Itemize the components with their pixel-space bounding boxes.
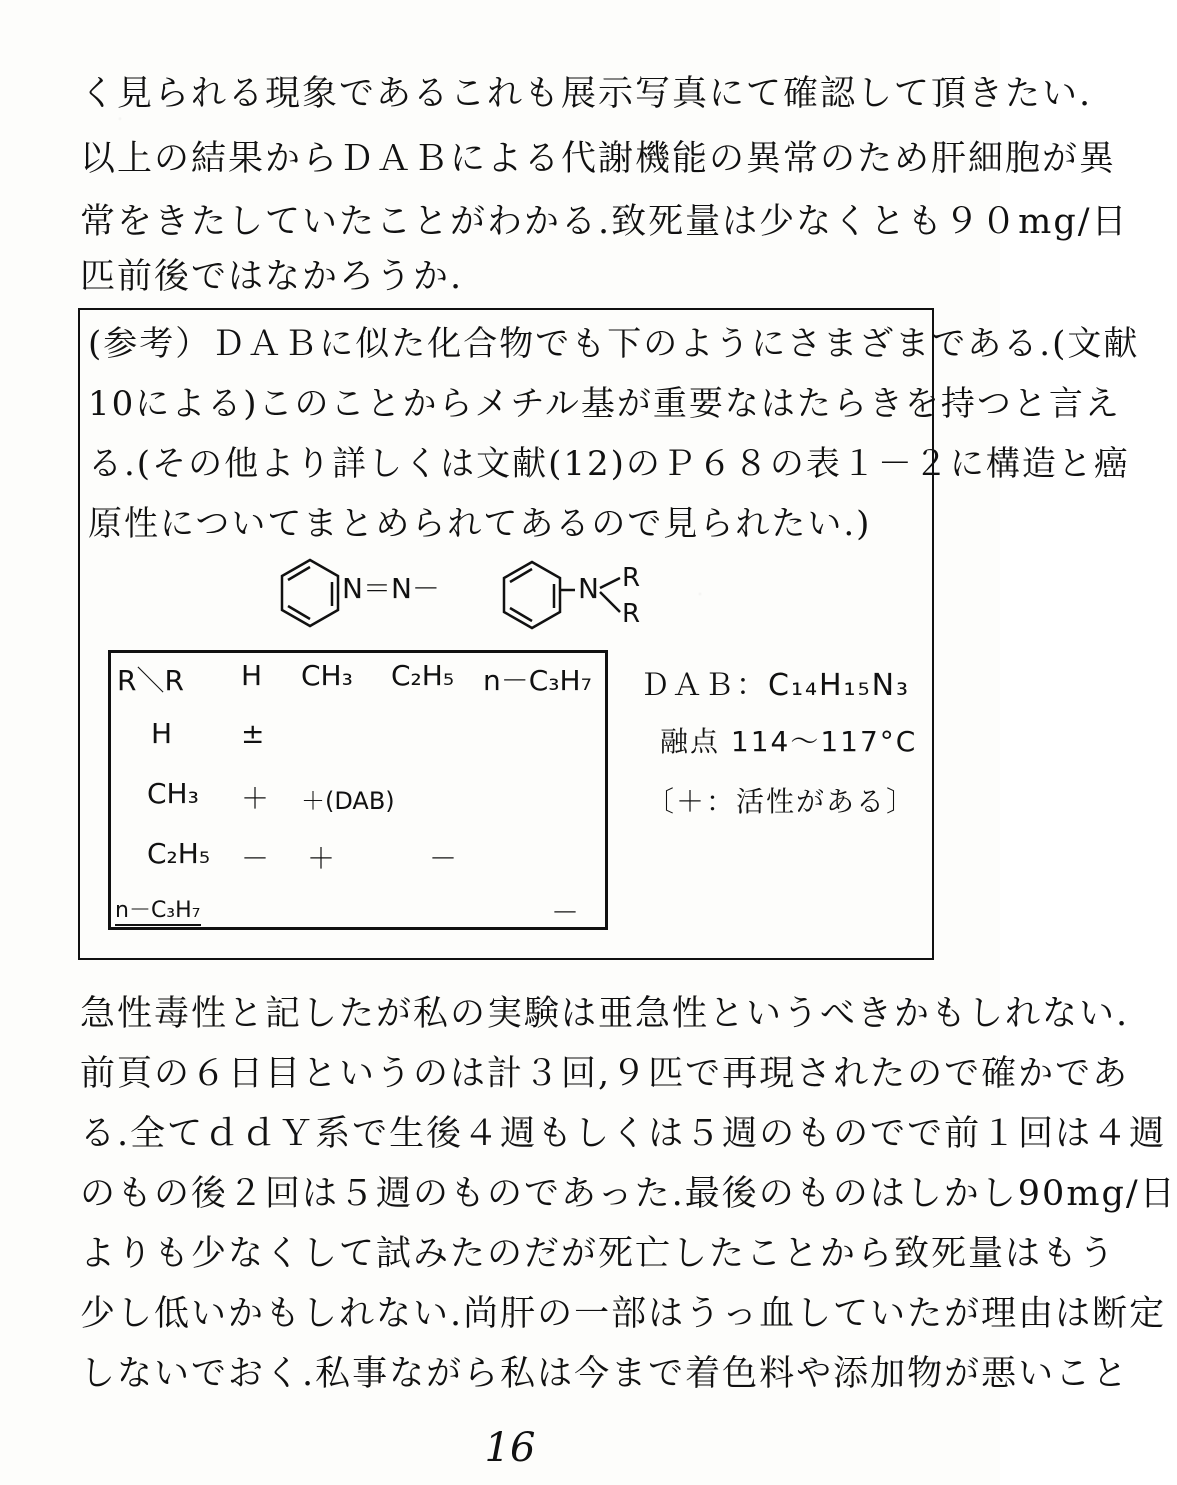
column-header-ch3: CH₃ bbox=[301, 659, 353, 692]
bottom-line-4: のもの後２回は５週のものであった.最後のものはしかし90mg/日 bbox=[80, 1174, 1177, 1214]
reference-line-2: 10による)このことからメチル基が重要なはたらきを持つと言え bbox=[88, 384, 1121, 424]
top-line-3: 常をきたしていたことがわかる.致死量は少なくとも９０mg/日 bbox=[80, 202, 1129, 242]
azo-linkage-text: N＝N－ bbox=[342, 572, 440, 605]
row-label-n-c3h7: n－C₃H₇ bbox=[115, 893, 201, 926]
column-header-n-c3h7: n－C₃H₇ bbox=[483, 664, 592, 697]
bond-to-r2 bbox=[600, 592, 620, 612]
chemical-structure-diagram bbox=[270, 550, 710, 650]
benzene-ring-left bbox=[282, 560, 338, 626]
page-number: 16 bbox=[484, 1425, 536, 1471]
table-corner-label: R＼R bbox=[117, 664, 184, 697]
table-cell-ch3-h: ＋ bbox=[241, 782, 270, 815]
bond-to-r1 bbox=[600, 578, 620, 588]
row-label-ch3: CH₃ bbox=[147, 777, 199, 810]
substituent-r1-text: R bbox=[622, 563, 641, 593]
top-line-4: 匹前後ではなかろうか. bbox=[80, 257, 464, 297]
amine-nitrogen-text: N bbox=[578, 572, 599, 605]
benzene-ring-right bbox=[504, 562, 560, 628]
activity-legend: 〔＋：活性がある〕 bbox=[646, 785, 917, 818]
table-cell-ch3-ch3: ＋(DAB) bbox=[301, 787, 395, 815]
table-cell-n-c3h7-n-c3h7: － bbox=[551, 896, 580, 929]
melting-point: 融点 114～117°C bbox=[660, 725, 918, 758]
substituent-r2-text: R bbox=[622, 599, 641, 629]
column-header-c2h5: C₂H₅ bbox=[391, 659, 455, 692]
table-cell-c2h5-ch3: ＋ bbox=[307, 842, 336, 875]
row-label-c2h5: C₂H₅ bbox=[147, 837, 211, 870]
top-line-1: く見られる現象であるこれも展示写真にて確認して頂きたい. bbox=[80, 74, 1093, 114]
bottom-line-5: よりも少なくして試みたのだが死亡したことから致死量はもう bbox=[80, 1234, 1117, 1274]
bottom-line-7: しないでおく.私事ながら私は今まで着色料や添加物が悪いこと bbox=[80, 1354, 1130, 1394]
activity-table bbox=[108, 650, 608, 930]
bottom-line-6: 少し低いかもしれない.尚肝の一部はうっ血していたが理由は断定 bbox=[80, 1294, 1167, 1334]
reference-line-1: (参考）ＤＡＢに似た化合物でも下のようにさまざまである.(文献 bbox=[88, 324, 1140, 364]
table-cell-c2h5-c2h5: － bbox=[429, 842, 458, 875]
bottom-line-1: 急性毒性と記したが私の実験は亜急性というべきかもしれない. bbox=[80, 994, 1130, 1034]
row-label-h: H bbox=[151, 717, 173, 750]
bottom-line-3: る.全てｄｄＹ系で生後４週もしくは５週のものでで前１回は４週 bbox=[80, 1114, 1167, 1154]
table-cell-c2h5-h: － bbox=[241, 842, 270, 875]
reference-line-4: 原性についてまとめられてあるので見られたい.) bbox=[88, 504, 872, 544]
reference-box bbox=[78, 308, 1140, 960]
top-line-2: 以上の結果からＤＡＢによる代謝機能の異常のため肝細胞が異 bbox=[80, 139, 1117, 179]
column-header-h: H bbox=[241, 659, 263, 692]
reference-line-3: る.(その他より詳しくは文献(12)のＰ６８の表１－２に構造と癌 bbox=[88, 444, 1130, 484]
dab-formula: ＤＡＢ：C₁₄H₁₅N₃ bbox=[640, 668, 911, 703]
table-cell-h-h: ± bbox=[241, 717, 265, 750]
bottom-line-2: 前頁の６日目というのは計３回,９匹で再現されたので確かであ bbox=[80, 1054, 1130, 1094]
